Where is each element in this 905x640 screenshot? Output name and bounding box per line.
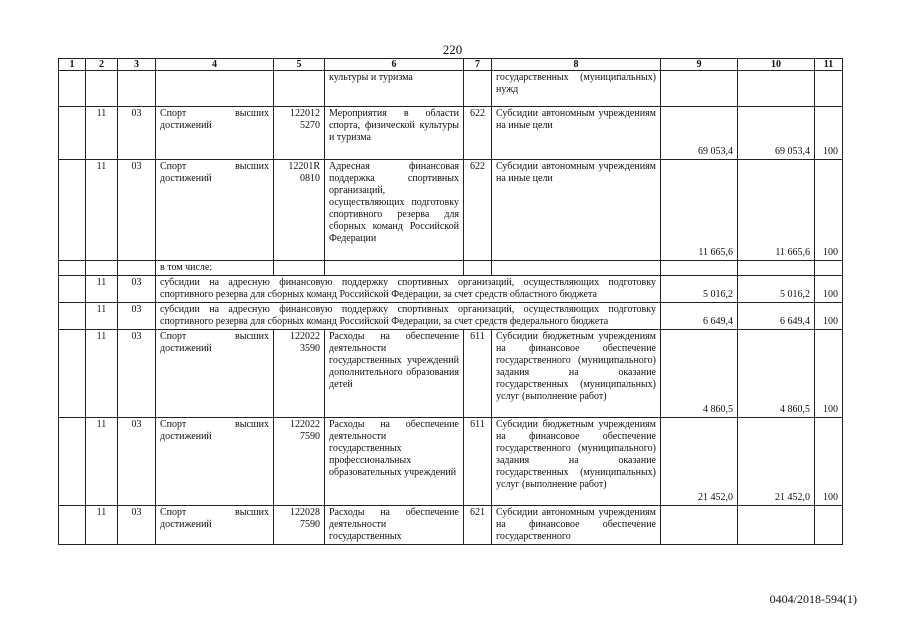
cell-percent (815, 71, 843, 107)
cell (661, 261, 738, 276)
cell-expense-type (464, 71, 492, 107)
cell-subsection: 03 (118, 303, 156, 330)
cell-fact (738, 71, 815, 107)
cell-expense-type: 622 (464, 160, 492, 261)
cell-expense-name: Субсидии автономным учреждениям на финансовое обеспечение государственного (492, 506, 661, 545)
cell-target-name: Адресная финансовая поддержка спортивных организаций, осуществляющих подготовку спортивного резерва для сборных команд Российской Федерации (325, 160, 464, 261)
cell-percent: 100 (815, 107, 843, 160)
cell-section: 11 (86, 107, 118, 160)
cell-subsection-name (156, 71, 274, 107)
table-row (59, 330, 843, 418)
cell (59, 160, 86, 261)
cell-target-name: Расходы на обеспечение деятельности государственных учреждений дополнительного образования детей (325, 330, 464, 418)
cell-target-code: 122022 3590 (274, 330, 325, 418)
cell (738, 261, 815, 276)
col-header: 6 (325, 59, 464, 71)
table-row (59, 71, 843, 107)
cell (59, 418, 86, 506)
cell-percent: 100 (815, 418, 843, 506)
cell-subsection: 03 (118, 506, 156, 545)
cell-percent (815, 506, 843, 545)
cell-subsection (118, 71, 156, 107)
table-row (59, 261, 843, 276)
cell-target-code (274, 71, 325, 107)
cell-subsection: 03 (118, 330, 156, 418)
cell-expense-name: Субсидии автономным учреждениям на иные цели (492, 160, 661, 261)
budget-table (58, 58, 843, 545)
table-row (59, 160, 843, 261)
cell-fact: 4 860,5 (738, 330, 815, 418)
cell-subsection-name: Спорт высших достижений (156, 418, 274, 506)
cell-expense-name: государственных (муниципальных) нужд (492, 71, 661, 107)
cell-target-code: 12201R 0810 (274, 160, 325, 261)
cell-section: 11 (86, 303, 118, 330)
cell-section: 11 (86, 160, 118, 261)
cell-expense-type: 621 (464, 506, 492, 545)
including-label: в том числе: (156, 261, 274, 276)
cell-percent: 100 (815, 160, 843, 261)
cell-target-name: Мероприятия в области спорта, физической культуры и туризма (325, 107, 464, 160)
col-header: 8 (492, 59, 661, 71)
cell-section: 11 (86, 418, 118, 506)
table-row (59, 418, 843, 506)
cell-target-name: Расходы на обеспечение деятельности государственных (325, 506, 464, 545)
cell-percent: 100 (815, 276, 843, 303)
cell (59, 330, 86, 418)
cell (492, 261, 661, 276)
document-code: 0404/2018-594(1) (769, 592, 857, 606)
cell-subsection-name: Спорт высших достижений (156, 160, 274, 261)
cell (59, 276, 86, 303)
cell-target-name: культуры и туризма (325, 71, 464, 107)
cell (86, 261, 118, 276)
col-header: 4 (156, 59, 274, 71)
col-header: 1 (59, 59, 86, 71)
cell-plan: 69 053,4 (661, 107, 738, 160)
cell-fact (738, 506, 815, 545)
col-header: 9 (661, 59, 738, 71)
cell-fact: 6 649,4 (738, 303, 815, 330)
cell-plan: 5 016,2 (661, 276, 738, 303)
cell-plan: 6 649,4 (661, 303, 738, 330)
cell-subsection: 03 (118, 418, 156, 506)
header-row (59, 59, 843, 71)
cell-target-name: Расходы на обеспечение деятельности государственных профессиональных образовательных учреждений (325, 418, 464, 506)
cell-expense-type: 611 (464, 330, 492, 418)
cell-expense-type: 622 (464, 107, 492, 160)
cell-subsection: 03 (118, 276, 156, 303)
col-header: 2 (86, 59, 118, 71)
table-row (59, 506, 843, 545)
cell-expense-name: Субсидии бюджетным учреждениям на финансовое обеспечение государственного (муниципального) задания на оказание государственных (муниципальных) услуг (выполнение работ) (492, 418, 661, 506)
col-header: 11 (815, 59, 843, 71)
cell-subsidy-description: субсидии на адресную финансовую поддержку спортивных организаций, осуществляющих подготовку спортивного резерва для сборных команд Российской Федерации, за счет средств областного бюджета (156, 276, 661, 303)
cell-expense-type: 611 (464, 418, 492, 506)
cell-section: 11 (86, 276, 118, 303)
col-header: 5 (274, 59, 325, 71)
col-header: 7 (464, 59, 492, 71)
cell-plan: 11 665,6 (661, 160, 738, 261)
cell (59, 71, 86, 107)
cell-fact: 5 016,2 (738, 276, 815, 303)
cell (59, 107, 86, 160)
cell (274, 261, 325, 276)
page-number: 220 (442, 42, 463, 57)
cell-fact: 11 665,6 (738, 160, 815, 261)
cell (59, 506, 86, 545)
cell-percent: 100 (815, 303, 843, 330)
cell (118, 261, 156, 276)
cell-section: 11 (86, 506, 118, 545)
col-header: 10 (738, 59, 815, 71)
cell (325, 261, 464, 276)
cell-target-code: 122028 7590 (274, 506, 325, 545)
cell-target-code: 122012 5270 (274, 107, 325, 160)
table-row (59, 303, 843, 330)
cell-plan (661, 506, 738, 545)
table-row (59, 276, 843, 303)
cell (59, 303, 86, 330)
cell (815, 261, 843, 276)
table-row (59, 107, 843, 160)
cell-section: 11 (86, 330, 118, 418)
cell-target-code: 122022 7590 (274, 418, 325, 506)
cell-section (86, 71, 118, 107)
cell-fact: 21 452,0 (738, 418, 815, 506)
cell-subsection-name: Спорт высших достижений (156, 107, 274, 160)
cell-subsidy-description: субсидии на адресную финансовую поддержку спортивных организаций, осуществляющих подготовку спортивного резерва для сборных команд Российской Федерации, за счет средств федерального бюджета (156, 303, 661, 330)
cell-plan (661, 71, 738, 107)
cell-subsection-name: Спорт высших достижений (156, 506, 274, 545)
cell-subsection: 03 (118, 160, 156, 261)
cell-subsection-name: Спорт высших достижений (156, 330, 274, 418)
cell-fact: 69 053,4 (738, 107, 815, 160)
cell-expense-name: Субсидии бюджетным учреждениям на финансовое обеспечение государственного (муниципального) задания на оказание государственных (муниципальных) услуг (выполнение работ) (492, 330, 661, 418)
col-header: 3 (118, 59, 156, 71)
cell-percent: 100 (815, 330, 843, 418)
cell-expense-name: Субсидии автономным учреждениям на иные цели (492, 107, 661, 160)
cell (59, 261, 86, 276)
cell (464, 261, 492, 276)
cell-plan: 4 860,5 (661, 330, 738, 418)
cell-plan: 21 452,0 (661, 418, 738, 506)
cell-subsection: 03 (118, 107, 156, 160)
